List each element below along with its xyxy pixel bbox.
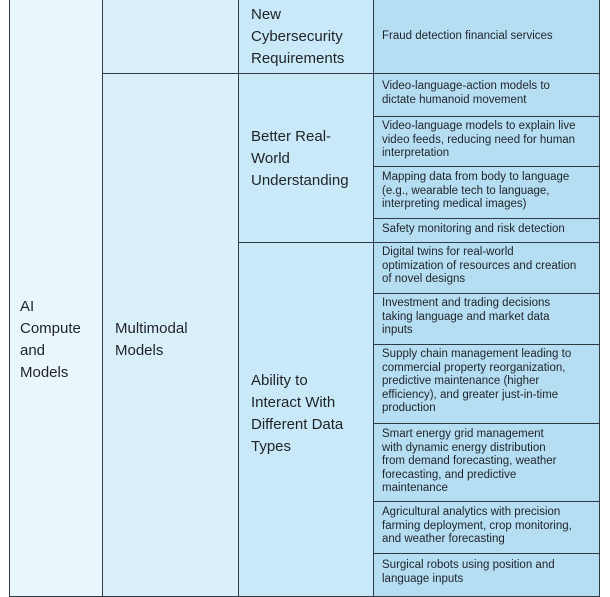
application-item: Smart energy grid management with dynamic energy distribution from demand forecasting, weather forecasting, and predictive maintenance xyxy=(382,428,557,494)
row-divider xyxy=(374,501,600,502)
application-item: Mapping data from body to language (e.g., wearable tech to language, interpreting medical images) xyxy=(382,171,570,210)
capability-label: Better Real- World Understanding xyxy=(251,128,349,189)
category-label: AI Compute and Models xyxy=(20,298,81,381)
capability-label: Ability to Interact With Different Data Types xyxy=(251,372,344,455)
application-item: Agricultural analytics with precision farming deployment, crop monitoring, and weather forecasting xyxy=(382,506,572,545)
row-divider xyxy=(239,242,600,243)
capability-column xyxy=(239,0,374,597)
subcategory-column xyxy=(103,0,239,597)
row-divider xyxy=(374,293,600,294)
application-item: Fraud detection financial services xyxy=(382,29,553,42)
subcategory-label: Multimodal Models xyxy=(115,320,188,359)
row-divider xyxy=(374,166,600,167)
application-item: Surgical robots using position and language inputs xyxy=(382,559,555,585)
row-divider xyxy=(374,116,600,117)
application-item: Video-language models to explain live video feeds, reducing need for human interpretation xyxy=(382,120,576,159)
row-divider xyxy=(103,73,600,74)
application-item: Safety monitoring and risk detection xyxy=(382,223,565,235)
row-divider xyxy=(374,344,600,345)
row-divider xyxy=(374,423,600,424)
application-item: Video-language-action models to dictate humanoid movement xyxy=(382,80,550,106)
application-item: Digital twins for real-world optimization of resources and creation of novel designs xyxy=(382,246,577,285)
application-item: Supply chain management leading to commercial property reorganization, predictive maintenance (higher efficiency), and greater just-in-time production xyxy=(382,348,572,414)
application-item: Investment and trading decisions taking language and market data inputs xyxy=(382,297,551,336)
row-divider xyxy=(374,218,600,219)
capability-label: New Cybersecurity Requirements xyxy=(251,6,345,67)
row-divider xyxy=(374,553,600,554)
